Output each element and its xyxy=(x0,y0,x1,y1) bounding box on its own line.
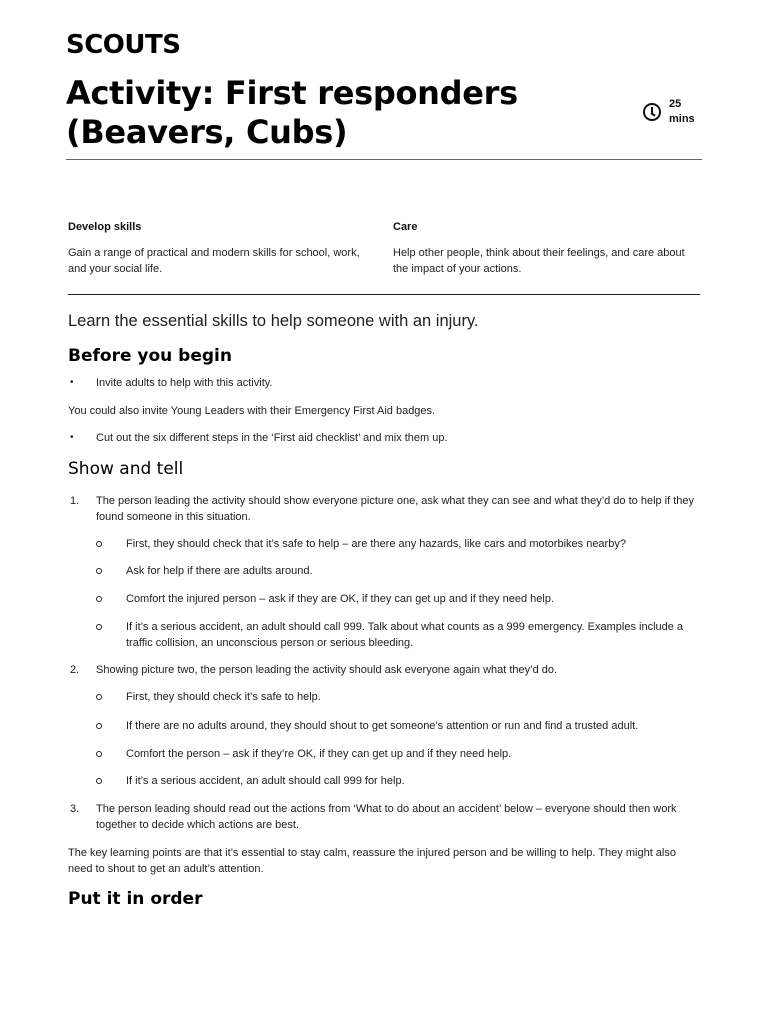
circle-bullet-icon xyxy=(96,596,102,602)
sub-item-text: Comfort the person – ask if they’re OK, if they can get up and if they need help. xyxy=(126,748,512,760)
sub-list-item xyxy=(96,563,702,579)
bullet-icon: • xyxy=(70,377,74,388)
sub-item-text: First, they should check it’s safe to help. xyxy=(126,691,321,703)
title-line-1: Activity: First responders xyxy=(66,74,518,112)
duration-value: 25 xyxy=(669,98,682,110)
header-divider xyxy=(66,159,702,160)
list-item xyxy=(68,375,702,391)
intro-text: Learn the essential skills to help someone with an injury. xyxy=(68,312,479,330)
scouts-logo: SCOUTS xyxy=(66,30,181,60)
skill-develop-skills xyxy=(68,220,378,277)
sub-list-item xyxy=(96,718,702,734)
circle-bullet-icon xyxy=(96,624,102,630)
title-line-2: (Beavers, Cubs) xyxy=(66,113,348,151)
circle-bullet-icon xyxy=(96,541,102,547)
skill-care xyxy=(393,220,703,277)
list-item-text: Invite adults to help with this activity. xyxy=(96,377,273,389)
numbered-step xyxy=(68,493,702,525)
skills-divider xyxy=(68,294,700,295)
list-item-text: Cut out the six different steps in the ‘First aid checklist’ and mix them up. xyxy=(96,432,448,444)
step-text: Showing picture two, the person leading the activity should ask everyone again what they’d do. xyxy=(96,664,558,676)
bullet-icon: • xyxy=(70,432,74,443)
paragraph: You could also invite Young Leaders with their Emergency First Aid badges. xyxy=(68,405,436,417)
sub-list-item xyxy=(96,619,702,651)
sub-item-text: Comfort the injured person – ask if they are OK, if they can get up and if they need help. xyxy=(126,593,555,605)
circle-bullet-icon xyxy=(96,694,102,700)
heading-before-you-begin: Before you begin xyxy=(68,346,232,366)
skill-description: Gain a range of practical and modern skills for school, work, and your social life. xyxy=(68,247,360,275)
heading-show-and-tell: Show and tell xyxy=(68,459,184,479)
sub-item-text: Ask for help if there are adults around. xyxy=(126,565,313,577)
skill-title: Care xyxy=(393,221,418,233)
sub-list-item xyxy=(96,591,702,607)
step-number: 3. xyxy=(70,803,80,815)
sub-list-item xyxy=(96,773,702,789)
circle-bullet-icon xyxy=(96,568,102,574)
sub-item-text: First, they should check that it’s safe to help – are there any hazards, like cars and motorbikes nearby? xyxy=(126,538,626,550)
sub-item-text: If it’s a serious accident, an adult should call 999 for help. xyxy=(126,775,405,787)
step-number: 1. xyxy=(70,495,80,507)
duration-badge xyxy=(643,97,695,127)
numbered-step xyxy=(68,662,702,678)
skill-description: Help other people, think about their feelings, and care about the impact of your actions. xyxy=(393,247,685,275)
numbered-step xyxy=(68,801,702,833)
sub-list-item xyxy=(96,536,702,552)
heading-put-it-in-order: Put it in order xyxy=(68,889,203,909)
page-title xyxy=(66,74,606,152)
step-number: 2. xyxy=(70,664,80,676)
circle-bullet-icon xyxy=(96,778,102,784)
circle-bullet-icon xyxy=(96,751,102,757)
skill-title: Develop skills xyxy=(68,221,142,233)
duration-unit: mins xyxy=(669,113,695,125)
closing-paragraph: The key learning points are that it’s essential to stay calm, reassure the injured person and be willing to help. They might also need to shout to get an adult’s attention. xyxy=(68,847,676,875)
circle-bullet-icon xyxy=(96,723,102,729)
sub-item-text: If there are no adults around, they should shout to get someone’s attention or run and find a trusted adult. xyxy=(126,720,639,732)
step-text: The person leading the activity should show everyone picture one, ask what they can see and what they’d do to help if they found someone in this situation. xyxy=(96,495,695,523)
step-text: The person leading should read out the actions from ‘What to do about an accident’ below – everyone should then work together to decide which actions are best. xyxy=(96,803,677,831)
duration-text xyxy=(669,97,695,127)
sub-list-item xyxy=(96,746,702,762)
clock-icon xyxy=(643,103,661,121)
sub-item-text: If it’s a serious accident, an adult should call 999. Talk about what counts as a 999 emergency. Examples include a traffic collision, an unconscious person or serious bleeding. xyxy=(126,621,684,649)
list-item xyxy=(68,430,702,446)
sub-list-item xyxy=(96,689,702,705)
